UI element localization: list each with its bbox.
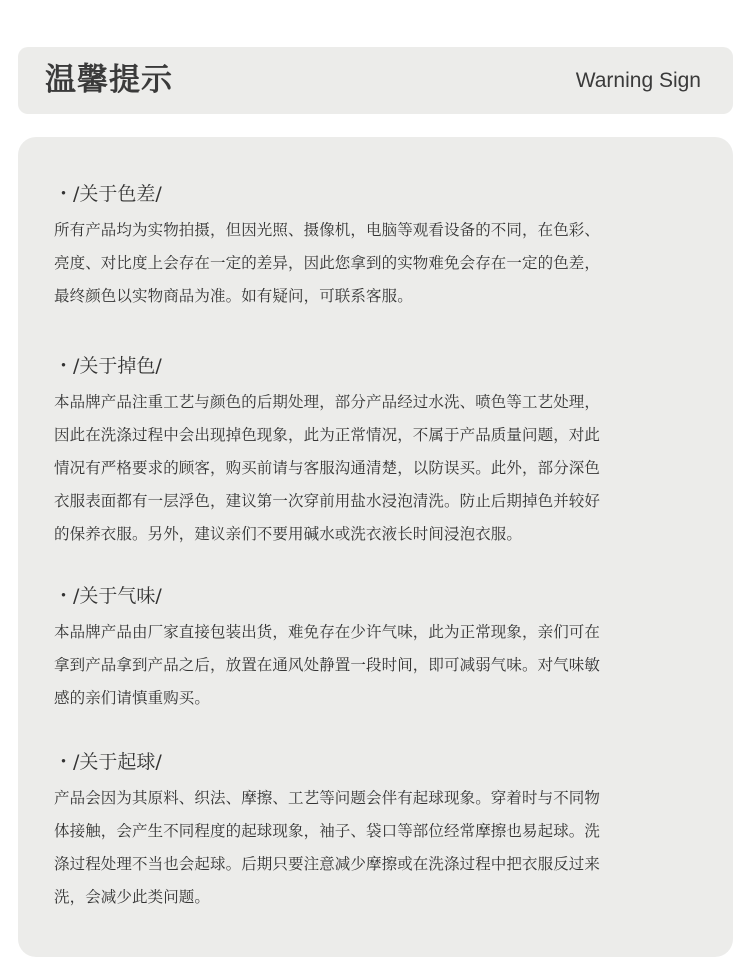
body-line: 产品会因为其原料、织法、摩擦、工艺等问题会伴有起球现象。穿着时与不同物 [54, 789, 601, 807]
section-heading: ・/关于色差/ [54, 183, 162, 205]
section-body [54, 782, 714, 914]
section-pilling [54, 749, 714, 914]
body-line: 本品牌产品注重工艺与颜色的后期处理，部分产品经过水洗、喷色等工艺处理， [54, 393, 601, 411]
notice-panel [18, 137, 733, 957]
body-line: 涤过程处理不当也会起球。后期只要注意减少摩擦或在洗涤过程中把衣服反过来 [54, 855, 601, 873]
body-line: 洗，会减少此类问题。 [54, 888, 211, 906]
body-line: 本品牌产品由厂家直接包装出货，难免存在少许气味，此为正常现象，亲们可在 [54, 623, 601, 641]
body-line: 所有产品均为实物拍摄，但因光照、摄像机，电脑等观看设备的不同，在色彩、 [54, 221, 601, 239]
body-line: 亮度、对比度上会存在一定的差异，因此您拿到的实物难免会存在一定的色差， [54, 254, 601, 272]
section-heading: ・/关于气味/ [54, 585, 162, 607]
section-color-difference [54, 181, 714, 313]
body-line: 因此在洗涤过程中会出现掉色现象，此为正常情况，不属于产品质量问题，对此 [54, 426, 601, 444]
page-title: 温馨提示 [45, 62, 173, 98]
body-line: 最终颜色以实物商品为准。如有疑问，可联系客服。 [54, 287, 413, 305]
page-subtitle: Warning Sign [575, 69, 701, 92]
section-body [54, 616, 714, 715]
section-heading: ・/关于掉色/ [54, 355, 162, 377]
body-line: 拿到产品拿到产品之后，放置在通风处静置一段时间，即可减弱气味。对气味敏 [54, 656, 601, 674]
header-bar [18, 47, 733, 114]
section-color-fading [54, 353, 714, 551]
body-line: 衣服表面都有一层浮色，建议第一次穿前用盐水浸泡清洗。防止后期掉色并较好 [54, 492, 601, 510]
section-odor [54, 583, 714, 715]
body-line: 感的亲们请慎重购买。 [54, 689, 211, 707]
section-heading: ・/关于起球/ [54, 751, 162, 773]
body-line: 情况有严格要求的顾客，购买前请与客服沟通清楚，以防误买。此外，部分深色 [54, 459, 601, 477]
section-body [54, 214, 714, 313]
section-body [54, 386, 714, 551]
body-line: 体接触，会产生不同程度的起球现象，袖子、袋口等部位经常摩擦也易起球。洗 [54, 822, 601, 840]
body-line: 的保养衣服。另外，建议亲们不要用碱水或洗衣液长时间浸泡衣服。 [54, 525, 523, 543]
